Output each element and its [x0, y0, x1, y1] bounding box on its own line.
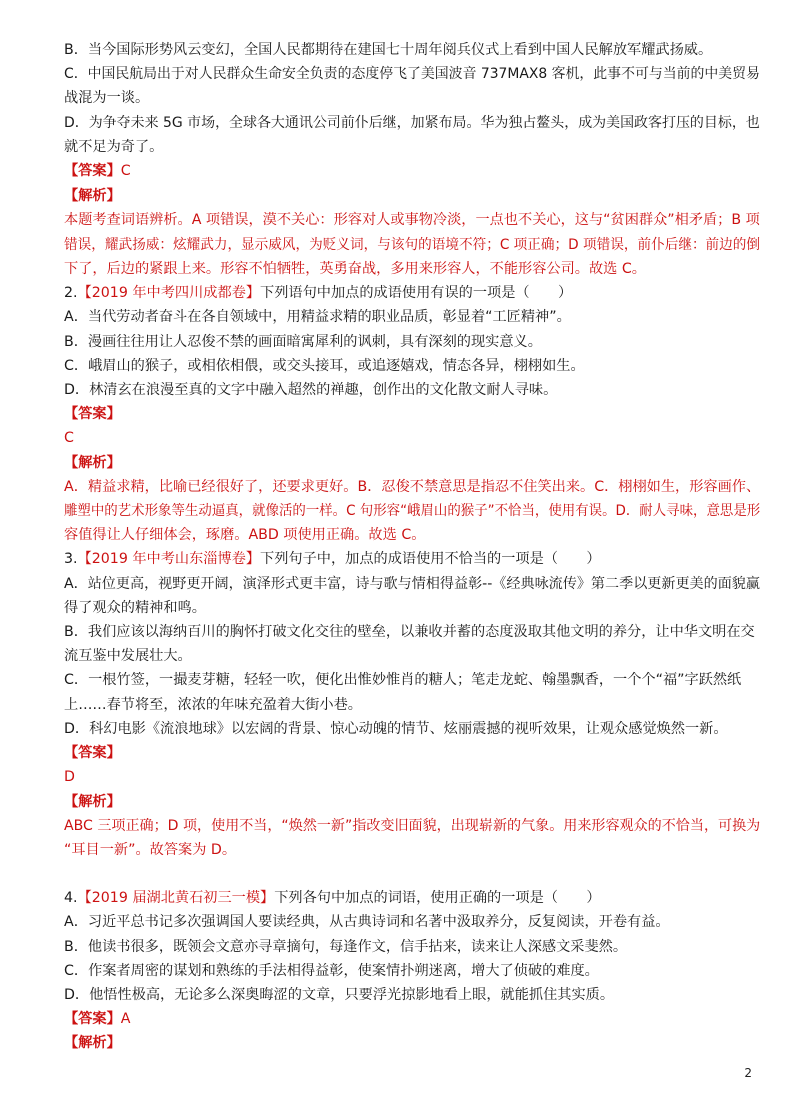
q2-option-b: B．漫画往往用让人忍俊不禁的画面暗寓犀利的讽刺，具有深刻的现实意义。	[64, 334, 542, 350]
q3-option-d: D．科幻电影《流浪地球》以宏阔的背景、惊心动魄的情节、炫丽震撼的视听效果，让观众感觉焕然一新。	[64, 721, 728, 737]
answer-label: 【答案】	[64, 163, 121, 179]
q1-option-c-line1: C．中国民航局出于对人民群众生命安全负责的态度停飞了美国波音 737MAX8 客机，此事不可与当前的中美贸易	[64, 66, 760, 82]
q2-option-c: C．峨眉山的猴子，或相依相偎，或交头接耳，或追逐嬉戏，情态各异，栩栩如生。	[64, 358, 585, 374]
q4-option-c: C．作案者周密的谋划和熟练的手法相得益彰，使案情扑朔迷离，增大了侦破的难度。	[64, 963, 599, 979]
question-number: 2.	[64, 285, 78, 301]
page-number: 2	[744, 1066, 752, 1080]
question-text: 下列各句中加点的词语，使用正确的一项是（ ）	[274, 890, 601, 906]
q3-answer-value: D	[64, 769, 75, 785]
question-number: 3.	[64, 551, 78, 567]
q3-analysis-line2: “耳目一新”。故答案为 D。	[64, 842, 237, 858]
q2-analysis-line3: 容值得让人仔细体会，琢磨。ABD 项使用正确。故选 C。	[64, 527, 426, 543]
q4-answer	[64, 1007, 130, 1031]
q3-option-b-line1: B．我们应该以海纳百川的胸怀打破文化交往的壁垒，以兼收并蓄的态度汲取其他文明的养分，让中华文明在交	[64, 624, 755, 640]
answer-label: 【答案】	[64, 406, 121, 422]
q3-option-a-line1: A．站位更高，视野更开阔，演泽形式更丰富，诗与歌与情相得益彰--《经典咏流传》第二季以更新更美的面貌赢	[64, 576, 760, 592]
question-source: 【2019 届湖北黄石初三一模】	[77, 890, 275, 906]
q1-analysis-line3: 下了，后边的紧跟上来。形容不怕牺牲，英勇奋战，多用来形容人，不能形容公司。故选 C。	[64, 261, 646, 277]
q1-analysis-line2: 错误，耀武扬威：炫耀武力，显示威风，为贬义词，与该句的语境不符；C 项正确；D 项错误，前仆后继：前边的倒	[64, 237, 761, 253]
answer-label: 【答案】	[64, 745, 121, 761]
q3-option-c-line2: 上……春节将至，浓浓的年味充盈着大街小巷。	[64, 697, 362, 713]
q1-option-c-line2: 战混为一谈。	[64, 90, 150, 106]
q3-analysis-label	[64, 790, 121, 814]
q2-analysis-label	[64, 451, 121, 475]
q4-option-b: B．他读书很多，既领会文意亦寻章摘句，每逢作文，信手拈来，读来让人深感文采斐然。	[64, 939, 628, 955]
question-number: 4.	[64, 890, 78, 906]
analysis-label: 【解析】	[64, 188, 121, 204]
q3-option-a-line2: 得了观众的精神和鸣。	[64, 600, 206, 616]
q1-option-b: B．当今国际形势风云变幻，全国人民都期待在建国七十周年阅兵仪式上看到中国人民解放军耀武扬威。	[64, 42, 713, 58]
q2-analysis-line2: 雕塑中的艺术形象等生动逼真，就像活的一样。C 句形容“峨眉山的猴子”不恰当，使用有误。D．耐人寻味，意思是形	[64, 503, 761, 519]
q2-analysis-line1: A．精益求精，比喻已经很好了，还要求更好。B．忍俊不禁意思是指忍不住笑出来。C．栩栩如生，形容画作、	[64, 479, 761, 495]
q1-analysis-line1: 本题考查词语辨析。A 项错误，漠不关心：形容对人或事物冷淡，一点也不关心，这与“贫困群众”相矛盾；B 项	[64, 212, 760, 228]
answer-label: 【答案】	[64, 1011, 121, 1027]
question-source: 【2019 年中考四川成都卷】	[77, 285, 261, 301]
answer-value: C	[120, 163, 131, 179]
answer-value: A	[120, 1011, 131, 1027]
q3-analysis-line1: ABC 三项正确；D 项，使用不当，“焕然一新”指改变旧面貌，出现崭新的气象。用来形容观众的不恰当，可换为	[64, 818, 761, 834]
q4-option-a: A．习近平总书记多次强调国人要读经典，从古典诗词和名著中汲取养分，反复阅读，开卷有益。	[64, 914, 670, 930]
q2-answer-value: C	[64, 430, 74, 446]
q2-answer-label	[64, 402, 121, 426]
question-text: 下列语句中加点的成语使用有误的一项是（ ）	[260, 285, 573, 301]
q4-option-d: D．他悟性极高，无论多么深奥晦涩的文章，只要浮光掠影地看上眼，就能抓住其实质。	[64, 987, 615, 1003]
q4-stem	[64, 886, 601, 910]
q1-analysis-label	[64, 184, 121, 208]
q2-stem	[64, 281, 572, 305]
q2-option-a: A．当代劳动者奋斗在各自领域中，用精益求精的职业品质，彰显着“工匠精神”。	[64, 309, 571, 325]
q3-answer-label	[64, 741, 121, 765]
analysis-label: 【解析】	[64, 794, 121, 810]
q3-option-c-line1: C．一根竹签，一撮麦芽糖，轻轻一吹，便化出惟妙惟肖的糖人；笔走龙蛇、翰墨飘香，一个个“福”字跃然纸	[64, 672, 742, 688]
q2-option-d: D．林清玄在浪漫至真的文字中融入超然的禅趣，创作出的文化散文耐人寻味。	[64, 382, 558, 398]
q1-answer	[64, 159, 131, 183]
analysis-label: 【解析】	[64, 1035, 121, 1051]
analysis-label: 【解析】	[64, 455, 121, 471]
q4-analysis-label	[64, 1031, 121, 1055]
question-source: 【2019 年中考山东淄博卷】	[77, 551, 261, 567]
q3-option-b-line2: 流互鉴中发展壮大。	[64, 648, 192, 664]
q1-option-d-line2: 就不足为奇了。	[64, 139, 164, 155]
q1-option-d-line1: D．为争夺未来 5G 市场，全球各大通讯公司前仆后继，加紧布局。华为独占鳌头，成为美国政客打压的目标，也	[64, 115, 760, 131]
question-text: 下列句子中，加点的成语使用不恰当的一项是（ ）	[260, 551, 601, 567]
q3-stem	[64, 547, 601, 571]
